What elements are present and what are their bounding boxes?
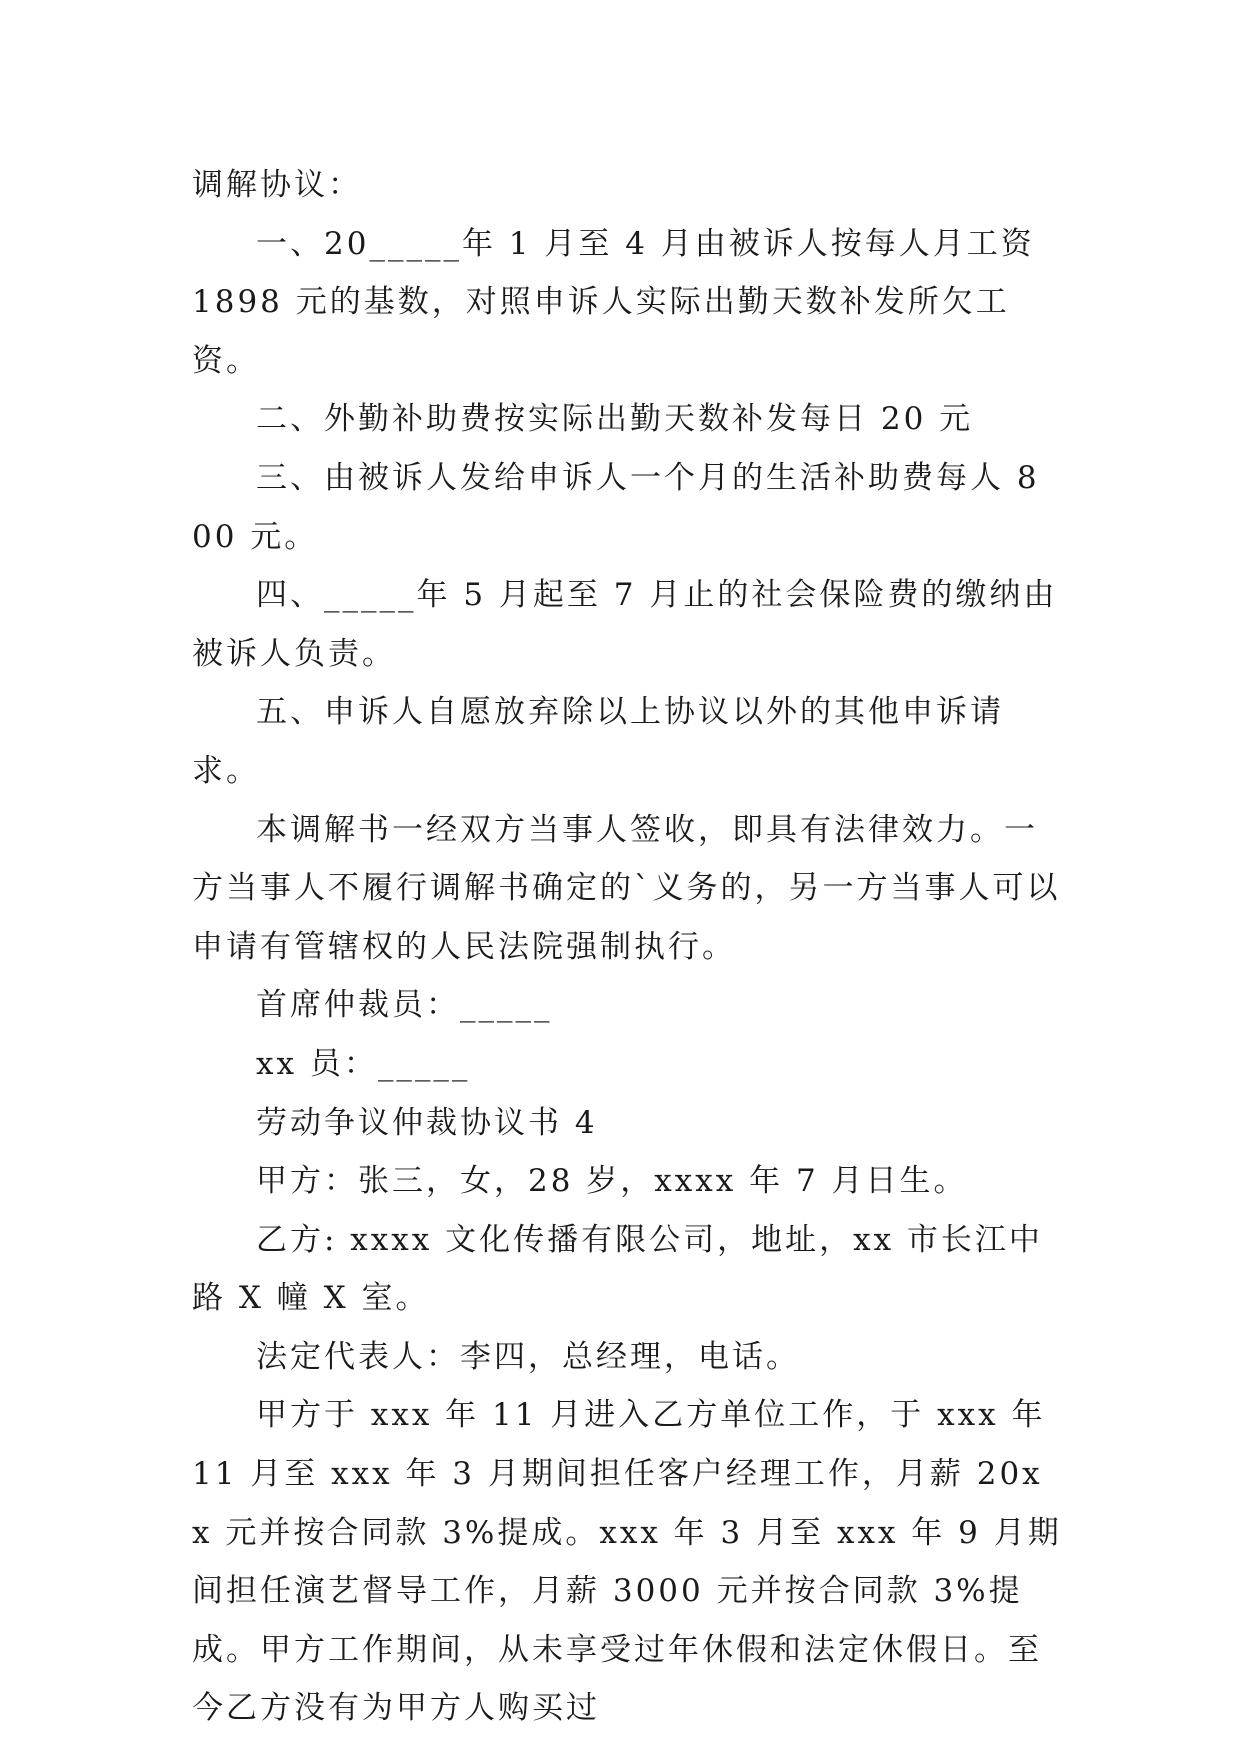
paragraph-item-2: 二、外勤补助费按实际出勤天数补发每日 20 元	[256, 401, 974, 438]
paragraph-item-5: 五、申诉人自愿放弃除以上协议以外的其他申诉请求。	[192, 694, 1004, 789]
legal-representative: 法定代表人：李四，总经理，电话。	[256, 1338, 800, 1375]
paragraph-item-4: 四、_____年 5 月起至 7 月止的社会保险费的缴纳由被诉人负责。	[192, 577, 1058, 672]
signature-clerk: xx 员：_____	[256, 1045, 471, 1082]
signature-chief-arbitrator: 首席仲裁员：_____	[256, 987, 553, 1024]
party-a: 甲方：张三，女，28 岁，xxxx 年 7 月日生。	[256, 1163, 968, 1200]
section-title: 劳动争议仲裁协议书 4	[256, 1104, 598, 1141]
party-b: 乙方: xxxx 文化传播有限公司，地址，xx 市长江中路 X 幢 X 室。	[192, 1221, 1043, 1317]
document-body	[192, 156, 1062, 1738]
paragraph-item-3: 三、由被诉人发给申诉人一个月的生活补助费每人 800 元。	[192, 459, 1040, 555]
paragraph-item-1: 一、20_____年 1 月至 4 月由被诉人按每人月工资 1898 元的基数，对照申诉人实际出勤天数补发所欠工资。	[192, 225, 1048, 379]
paragraph-heading-mediation: 调解协议：	[192, 167, 362, 203]
paragraph-employment-facts: 甲方于 xxx 年 11 月进入乙方单位工作，于 xxx 年 11 月至 xxx 年 3 月期间担任客户经理工作，月薪 20xx 元并按合同款 3%提成。xxx 年 3 月至 xxx 年 9 月期间担任演艺督导工作，月薪 3000 元并按合同款 3%提成。甲方工作期间，从未享受过年休假和法定休假日。至今乙方没有为甲方人购买过	[192, 1397, 1062, 1727]
paragraph-legal-effect: 本调解书一经双方当事人签收，即具有法律效力。一方当事人不履行调解书确定的`义务的，另一方当事人可以申请有管辖权的人民法院强制执行。	[192, 811, 1061, 965]
